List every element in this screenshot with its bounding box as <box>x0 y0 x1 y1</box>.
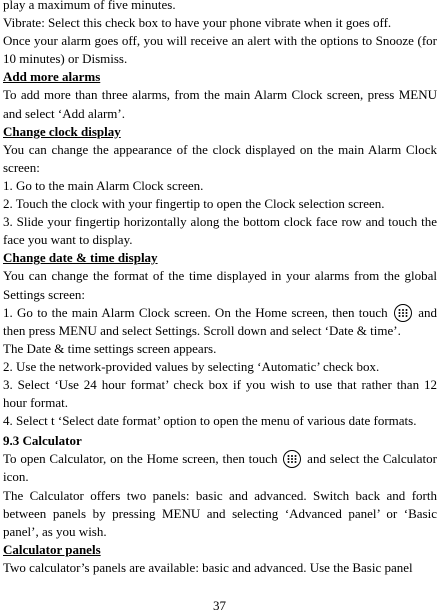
section-heading-change-clock-display: Change clock display <box>3 123 121 139</box>
text-run: 1. Go to the main Alarm Clock screen. On the Home screen, then touch <box>3 304 388 320</box>
list-item <box>3 304 437 340</box>
text-run: and select the Calculator icon. <box>3 451 437 485</box>
list-item: 1. Go to the main Alarm Clock screen. <box>3 177 204 193</box>
text-run: To open Calculator, on the Home screen, then touch <box>3 451 278 467</box>
paragraph: play a maximum of five minutes. <box>3 0 176 12</box>
paragraph: You can change the format of the time displayed in your alarms from the global Settings screen: <box>3 268 437 302</box>
paragraph: You can change the appearance of the clock displayed on the main Alarm Clock screen: <box>3 141 437 175</box>
paragraph <box>3 450 437 486</box>
app-grid-icon <box>394 304 412 322</box>
section-heading-calculator-panels: Calculator panels <box>3 541 101 557</box>
paragraph: Once your alarm goes off, you will receive an alert with the options to Snooze (for 10 minutes) or Dismiss. <box>3 33 437 67</box>
paragraph: Vibrate: Select this check box to have your phone vibrate when it goes off. <box>3 15 392 31</box>
app-grid-icon-glyph <box>286 453 298 465</box>
section-heading-change-date-time-display: Change date & time display <box>3 250 158 266</box>
document-page <box>3 0 437 577</box>
list-item: 3. Select ‘Use 24 hour format’ check box if you wish to use that rather than 12 hour format. <box>3 376 437 411</box>
page-number: 37 <box>213 598 226 613</box>
paragraph: Two calculator’s panels are available: basic and advanced. Use the Basic panel <box>3 559 413 575</box>
app-grid-icon <box>283 450 301 468</box>
paragraph: The Date & time settings screen appears. <box>3 340 217 356</box>
list-item: 2. Touch the clock with your fingertip to open the Clock selection screen. <box>3 196 385 212</box>
paragraph: To add more than three alarms, from the main Alarm Clock screen, press MENU and select ‘Add alarm’. <box>3 87 437 121</box>
text-run: and then press MENU and select Settings. Scroll down and select ‘Date & time’. <box>3 304 438 338</box>
section-heading-calculator: 9.3 Calculator <box>3 433 82 449</box>
list-item: 2. Use the network-provided values by selecting ‘Automatic’ check box. <box>3 358 380 374</box>
section-heading-add-more-alarms: Add more alarms <box>3 69 101 85</box>
app-grid-icon-glyph <box>397 307 409 319</box>
paragraph: The Calculator offers two panels: basic and advanced. Switch back and forth between panels by pressing MENU and selecting ‘Advanced panel’ or ‘Basic panel’, as you wish. <box>3 487 437 539</box>
list-item: 4. Select t ‘Select date format’ option to open the menu of various date formats. <box>3 413 417 429</box>
list-item: 3. Slide your fingertip horizontally along the bottom clock face row and touch the face you want to display. <box>3 214 437 248</box>
